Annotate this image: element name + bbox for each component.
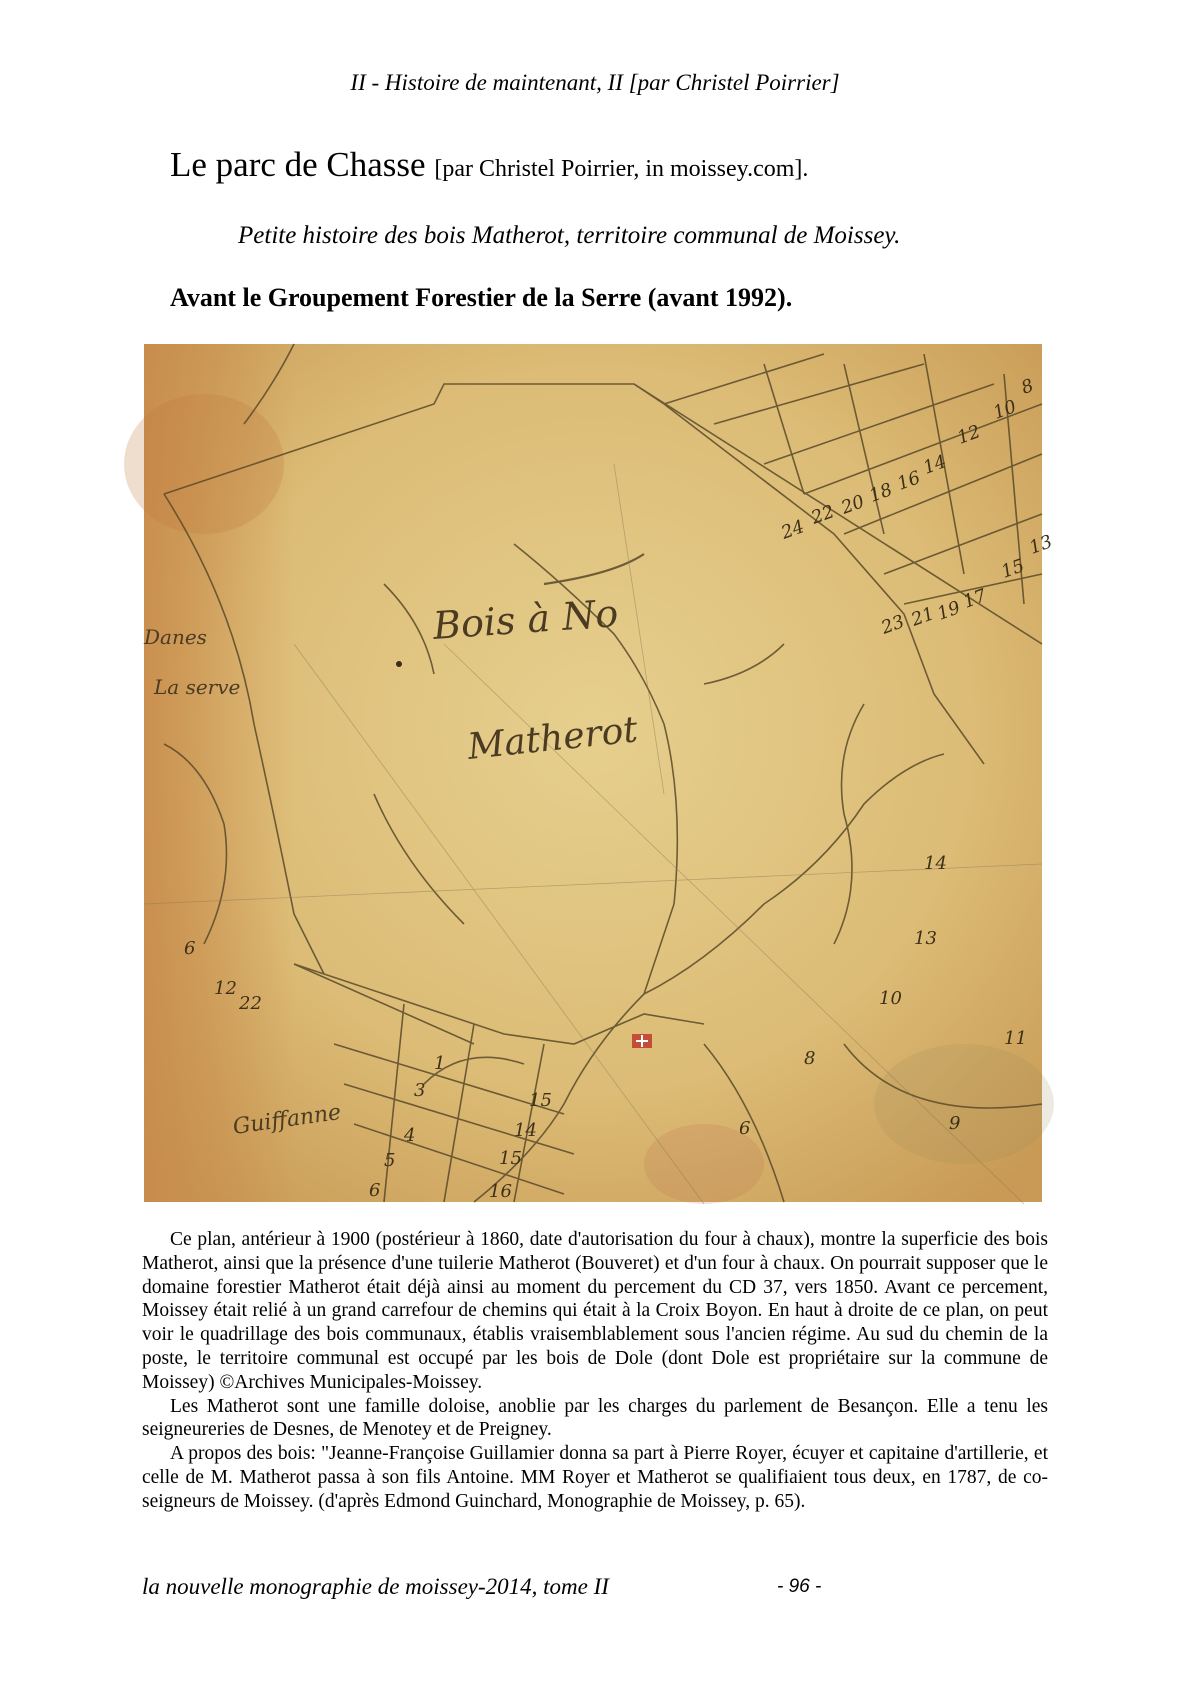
svg-text:12: 12 (214, 978, 237, 999)
section-heading: Avant le Groupement Forestier de la Serre (avant 1992). (170, 283, 793, 312)
svg-text:22: 22 (239, 993, 262, 1014)
svg-text:5: 5 (384, 1150, 396, 1171)
svg-text:14: 14 (514, 1120, 537, 1141)
title-credit: [par Christel Poirrier, in moissey.com]. (434, 156, 809, 182)
footer-book-title: la nouvelle monographie de moissey-2014, tome II (142, 1574, 609, 1599)
svg-text:16: 16 (489, 1181, 512, 1202)
svg-text:6: 6 (369, 1180, 381, 1201)
svg-text:6: 6 (739, 1118, 751, 1139)
svg-text:13: 13 (1026, 531, 1056, 559)
svg-text:8: 8 (1018, 375, 1037, 399)
svg-text:8: 8 (804, 1048, 816, 1069)
cadastral-map-image (144, 344, 1056, 1202)
svg-text:1: 1 (434, 1053, 446, 1074)
red-cross-mark-icon (632, 1034, 652, 1048)
svg-text:Danes: Danes (144, 625, 207, 649)
svg-text:14: 14 (920, 451, 950, 479)
svg-text:18: 18 (866, 479, 896, 507)
svg-text:La serve: La serve (154, 675, 241, 699)
svg-text:Matherot: Matherot (465, 709, 640, 768)
subtitle: Petite histoire des bois Matherot, territoire communal de Moissey. (238, 222, 901, 249)
page-number: - 96 - (777, 1576, 822, 1597)
svg-text:12: 12 (954, 421, 984, 449)
svg-text:21: 21 (908, 603, 938, 631)
cadastral-map-figure (144, 344, 1056, 1202)
page-title (170, 145, 808, 185)
svg-text:17: 17 (960, 585, 990, 613)
svg-text:9: 9 (949, 1113, 961, 1134)
svg-text:15: 15 (998, 555, 1028, 583)
svg-text:14: 14 (924, 853, 947, 874)
body-text (142, 1228, 1048, 1514)
svg-text:15: 15 (499, 1148, 522, 1169)
svg-text:16: 16 (894, 467, 924, 495)
svg-text:24: 24 (778, 516, 808, 544)
svg-text:3: 3 (414, 1080, 426, 1101)
svg-text:Bois à No: Bois à No (431, 591, 620, 648)
svg-text:6: 6 (184, 938, 196, 959)
svg-text:15: 15 (529, 1090, 552, 1111)
paragraph: A propos des bois: "Jeanne-Françoise Guillamier donna sa part à Pierre Royer, écuyer et capitaine d'artillerie, et celle de M. Matherot passa à son fils Antoine. MM Royer et Matherot se qualifiaient tous deux, en 1787, de co-seigneurs de Moissey. (d'après Edmond Guinchard, Monographie de Moissey, p. 65). (142, 1443, 1048, 1512)
svg-text:13: 13 (914, 928, 937, 949)
svg-text:19: 19 (934, 597, 964, 625)
svg-text:Guiffanne: Guiffanne (231, 1100, 343, 1140)
svg-text:10: 10 (879, 988, 902, 1009)
svg-text:23: 23 (878, 611, 908, 639)
svg-text:10: 10 (990, 396, 1020, 424)
svg-text:4: 4 (404, 1125, 416, 1146)
title-text: Le parc de Chasse (170, 145, 426, 184)
svg-text:11: 11 (1004, 1028, 1027, 1049)
paragraph: Les Matherot sont une famille doloise, anoblie par les charges du parlement de Besançon. Elle a tenu les seigneureries de Desnes, de Menotey et de Preigney. (142, 1395, 1048, 1441)
svg-text:22: 22 (808, 501, 838, 529)
paragraph: Ce plan, antérieur à 1900 (postérieur à 1860, date d'autorisation du four à chaux), montre la superficie des bois Matherot, ainsi que la présence d'une tuilerie Matherot (Bouveret) et d'un four à chaux. On pourrait supposer que le domaine forestier Matherot était déjà ainsi au moment du percement du CD 37, vers 1850. Avant ce percement, Moissey était relié à un grand carrefour de chemins qui était à la Croix Boyon. En haut à droite de ce plan, on peut voir le quadrillage des bois communaux, établis vraisemblablement sous l'ancien régime. Au sud du chemin de la poste, le territoire communal est occupé par les bois de Dole (dont Dole est propriétaire sur la commune de Moissey) ©Archives Municipales-Moissey. (142, 1229, 1048, 1393)
running-header: II - Histoire de maintenant, II [par Christel Poirrier] (350, 70, 840, 95)
svg-text:20: 20 (838, 491, 868, 519)
